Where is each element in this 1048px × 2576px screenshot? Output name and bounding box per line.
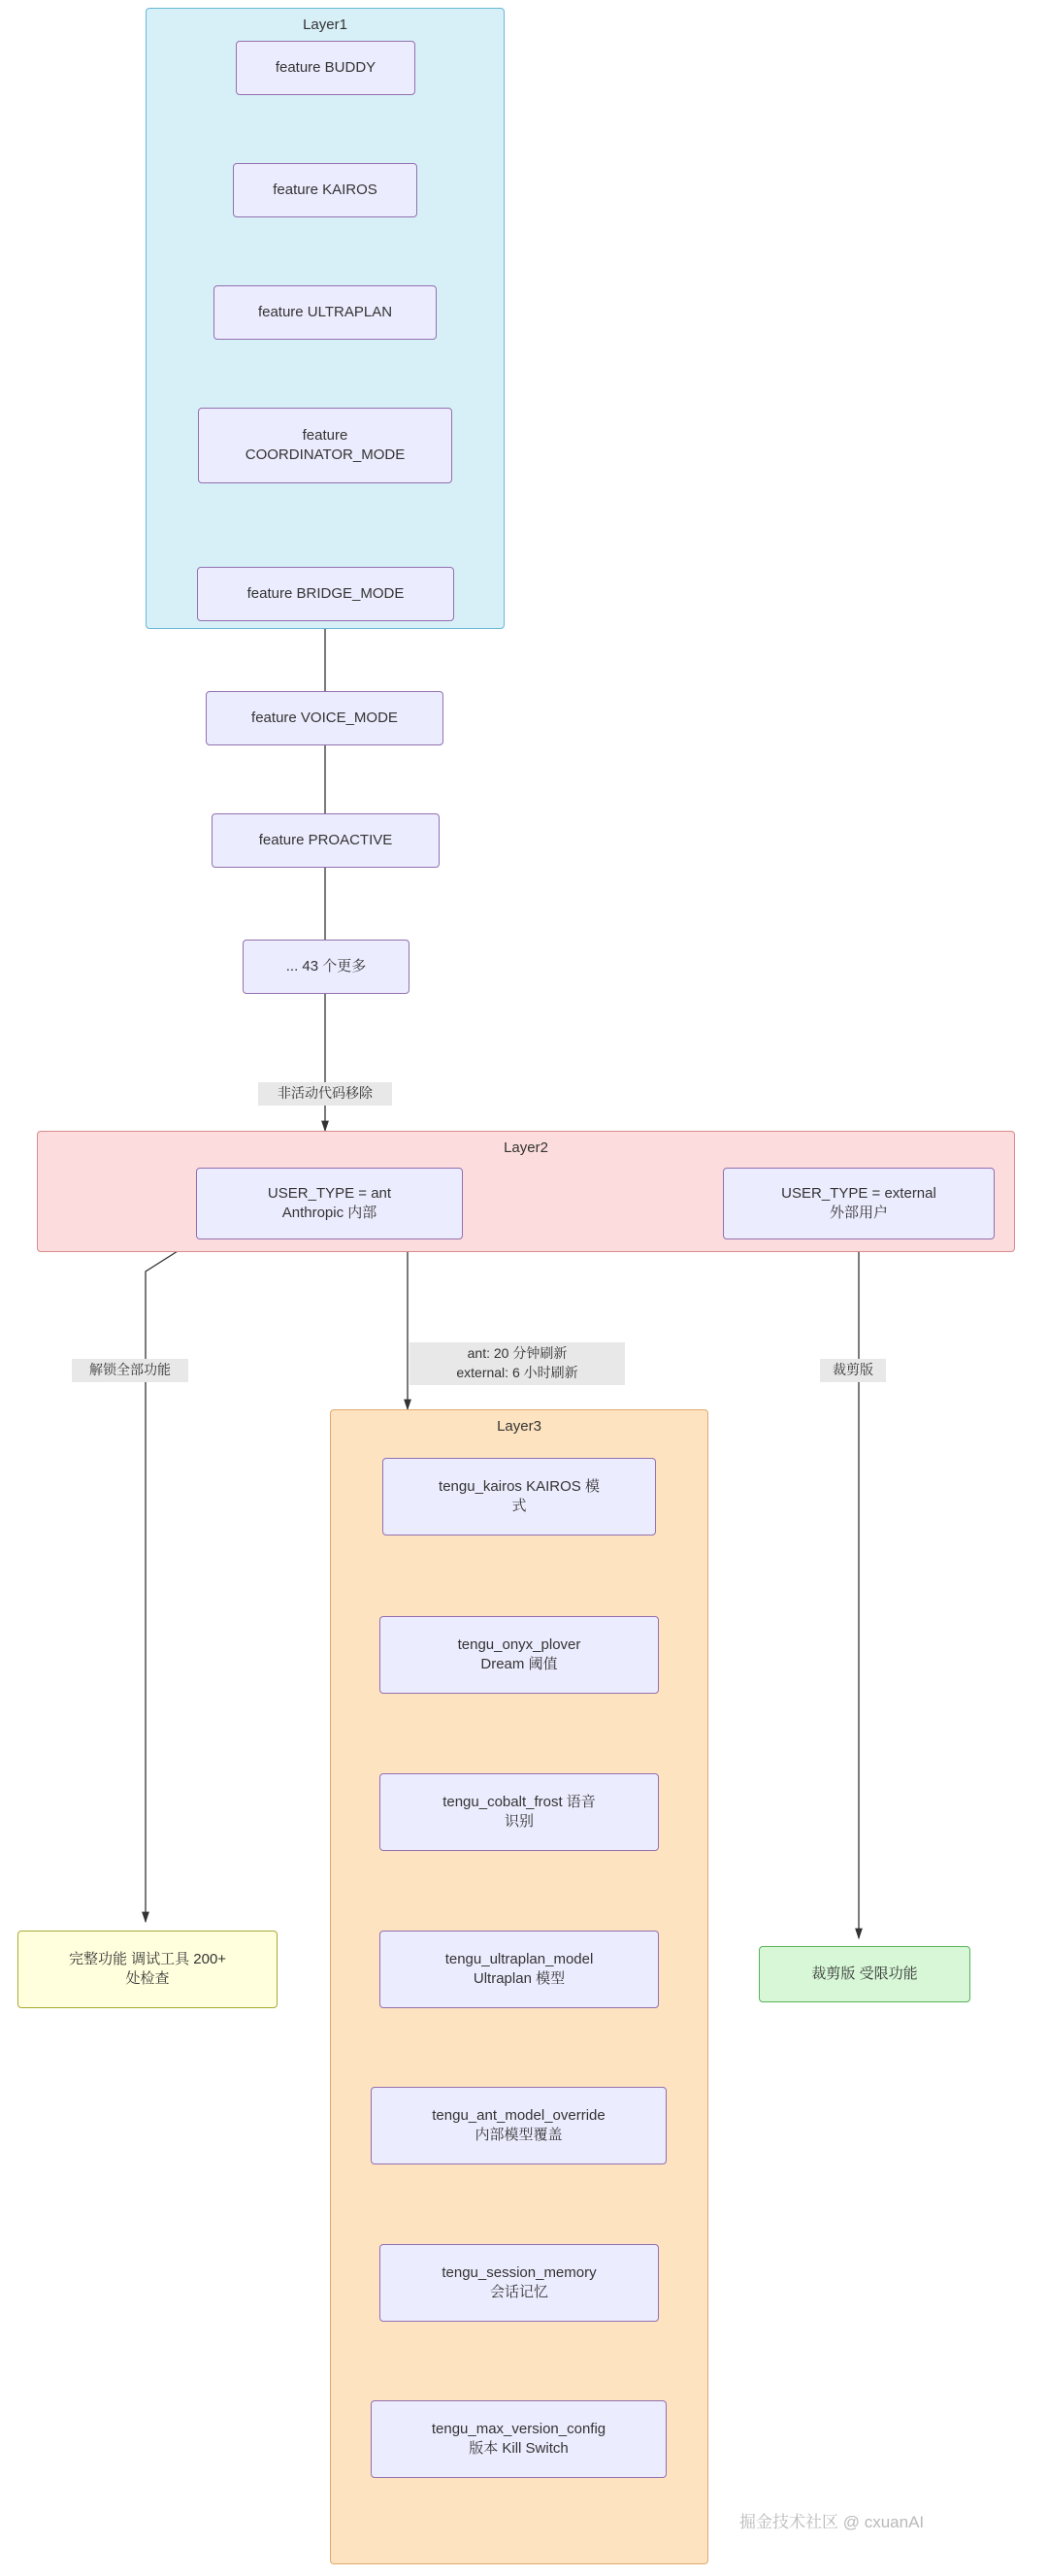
edge-label-e_layer1_layer2: 非活动代码移除 xyxy=(258,1082,392,1106)
node-t_cobalt[interactable]: tengu_cobalt_frost 语音 识别 xyxy=(379,1773,659,1851)
cluster-label: Layer3 xyxy=(497,1418,541,1435)
edge-e_ant_full xyxy=(146,1239,196,1922)
edge-label-e_ant_layer3: ant: 20 分钟刷新 external: 6 小时刷新 xyxy=(409,1342,625,1385)
cluster-label: Layer2 xyxy=(504,1139,548,1156)
node-f_kairos[interactable]: feature KAIROS xyxy=(233,163,417,217)
node-t_maxver[interactable]: tengu_max_version_config 版本 Kill Switch xyxy=(371,2400,667,2478)
node-t_onyx[interactable]: tengu_onyx_plover Dream 阈值 xyxy=(379,1616,659,1694)
node-t_ultraplan[interactable]: tengu_ultraplan_model Ultraplan 模型 xyxy=(379,1931,659,2008)
cluster-label: Layer1 xyxy=(303,17,347,33)
node-t_session[interactable]: tengu_session_memory 会话记忆 xyxy=(379,2244,659,2322)
node-f_ultraplan[interactable]: feature ULTRAPLAN xyxy=(213,285,437,340)
node-f_bridge[interactable]: feature BRIDGE_MODE xyxy=(197,567,454,621)
node-trim_feat[interactable]: 裁剪版 受限功能 xyxy=(759,1946,970,2002)
edge-label-e_ext_trim: 裁剪版 xyxy=(820,1359,886,1382)
node-f_proactive[interactable]: feature PROACTIVE xyxy=(212,813,440,868)
node-f_coord[interactable]: feature COORDINATOR_MODE xyxy=(198,408,452,483)
node-f_more[interactable]: ... 43 个更多 xyxy=(243,940,409,994)
node-u_ext[interactable]: USER_TYPE = external 外部用户 xyxy=(723,1168,995,1239)
node-f_buddy[interactable]: feature BUDDY xyxy=(236,41,415,95)
watermark: 掘金技术社区 @ cxuanAI xyxy=(739,2513,925,2531)
node-t_override[interactable]: tengu_ant_model_override 内部模型覆盖 xyxy=(371,2087,667,2164)
node-full_feat[interactable]: 完整功能 调试工具 200+ 处检查 xyxy=(17,1931,278,2008)
node-t_kairos[interactable]: tengu_kairos KAIROS 模 式 xyxy=(382,1458,656,1536)
node-f_voice[interactable]: feature VOICE_MODE xyxy=(206,691,443,745)
edge-label-e_ant_full: 解锁全部功能 xyxy=(72,1359,188,1382)
node-u_ant[interactable]: USER_TYPE = ant Anthropic 内部 xyxy=(196,1168,463,1239)
